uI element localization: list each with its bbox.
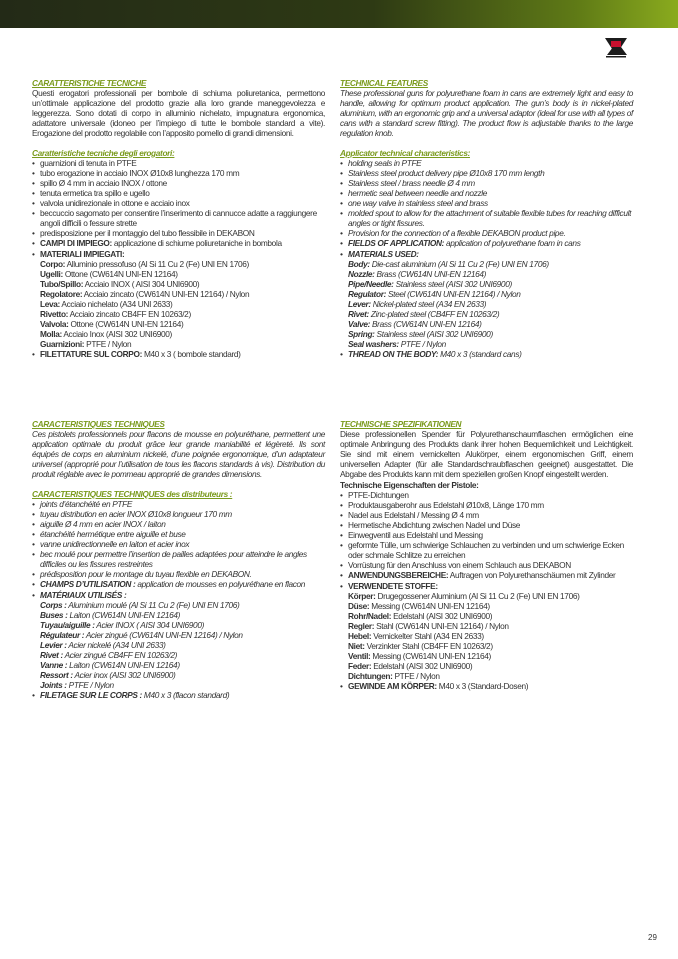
material-value: Acier inox (AISI 302 UNI6900) <box>72 670 176 681</box>
list-item: • geformte Tülle, um schwierige Schlauchen zu verbinden und um schwierige Ecken oder schmale Schlitze zu erreichen <box>340 540 633 560</box>
material-row <box>32 670 325 680</box>
material-value: PTFE / Nylon <box>392 671 440 682</box>
material-key: Molla: <box>40 329 62 340</box>
material-row <box>340 319 633 329</box>
material-row <box>32 309 325 319</box>
list-item: • prédisposition pour le montage du tuyau flexible en DEKABON. <box>32 569 325 579</box>
list-item: • guarnizioni di tenuta in PTFE <box>32 158 325 168</box>
fields-text: application de mousses en polyuréthane en flacon <box>135 579 306 590</box>
material-key: Pipe/Needle: <box>348 278 394 289</box>
material-key: Régulateur : <box>40 629 85 640</box>
material-value: PTFE / Nylon <box>398 339 446 350</box>
list-item: • hermetic seal between needle and nozzle <box>340 188 633 198</box>
list-item: • spillo Ø 4 mm in acciaio INOX / ottone <box>32 178 325 188</box>
material-key: Seal washers: <box>348 339 399 350</box>
material-key: Dichtungen: <box>348 671 393 682</box>
material-value: Nickel-plated steel (A34 EN 2633) <box>370 298 487 309</box>
material-row <box>32 610 325 620</box>
section-title: TECHNICAL FEATURES <box>340 78 428 88</box>
material-key: Düse: <box>348 600 370 611</box>
material-key: Ressort : <box>40 670 73 681</box>
fields-text: application of polyurethane foam in cans <box>444 238 581 249</box>
material-key: Ugelli: <box>40 268 63 279</box>
list-item <box>340 349 633 359</box>
material-key: Guarnizioni: <box>40 339 85 350</box>
list-item: • molded spout to allow for the attachment of suitable flexible tubes for reaching difficult angles or tight fissures. <box>340 208 633 228</box>
material-row <box>340 289 633 299</box>
list-item: • valvola unidirezionale in ottone e acciaio inox <box>32 198 325 208</box>
material-key: Buses : <box>40 609 68 620</box>
material-key: Corps : <box>40 599 67 610</box>
material-key: Joints : <box>40 680 67 691</box>
material-value: Acciaio zincato CB4FF EN 10263/2) <box>68 309 191 320</box>
intro-text: Questi erogatori professionali per bombole di schiuma poliuretanica, permettono un’ottimale applicazione del prodotto grazie alla loro grande maneggevolezza e leggerezza. Sono dotati di corpo in alluminio nichelato, impugnatura ergonomica, adattatore universale (idoneo per l’impiego di tutte le bombole standard a vite). Erogazione del prodotto regolabile con l’apposito pomello di grandi dimensioni. <box>32 88 325 139</box>
material-row <box>32 600 325 610</box>
material-row <box>340 661 633 671</box>
page-number: 29 <box>648 933 657 942</box>
material-row <box>340 651 633 661</box>
list-item: • étanchéité hermétique entre aiguille et buse <box>32 529 325 539</box>
material-value: Laiton (CW614N UNI-EN 12164) <box>67 660 180 671</box>
list-item: • tenuta ermetica tra spillo e ugello <box>32 188 325 198</box>
thread-text: M40 x 3 ( bombole standard) <box>142 349 241 360</box>
material-value: Steel (CW614N UNI-EN 12164) / Nylon <box>386 288 521 299</box>
material-value: Ottone (CW614N UNI-EN 12164) <box>62 268 178 279</box>
list-item <box>32 249 325 259</box>
material-value: Messing (CW614N UNI-EN 12164) <box>369 600 490 611</box>
material-key: Vanne : <box>40 660 68 671</box>
header-bar <box>0 0 678 28</box>
material-row <box>32 299 325 309</box>
thread-text: M40 x 3 (flacon standard) <box>141 690 230 701</box>
material-row <box>340 621 633 631</box>
material-key: Levier : <box>40 639 67 650</box>
material-key: Rohr/Nadel: <box>348 610 392 621</box>
subsection-title: Technische Eigenschaften der Pistole: <box>340 479 479 490</box>
list-item <box>32 690 325 700</box>
material-key: Körper: <box>348 590 376 601</box>
material-row <box>340 601 633 611</box>
material-row <box>340 259 633 269</box>
subsection-title: Caratteristiche tecniche degli erogatori: <box>32 147 175 158</box>
material-value: Aluminium moulé (Al Si 11 Cu 2 (Fe) UNI EN 1706) <box>66 599 240 610</box>
material-value: Edelstahl (AISI 302 UNI6900) <box>371 661 473 672</box>
material-row <box>32 319 325 329</box>
material-key: Lever: <box>348 298 371 309</box>
material-value: Stainless steel (AISI 302 UNI6900) <box>374 329 493 340</box>
section-title: TECHNISCHE SPEZIFIKATIONEN <box>340 419 462 429</box>
fields-label: ANWENDUNGSBEREICHE: <box>348 570 449 581</box>
material-row <box>32 269 325 279</box>
subsection-title: CARACTERISTIQUES TECHNIQUES des distributeurs : <box>32 488 233 499</box>
list-item <box>340 570 633 580</box>
material-row <box>340 591 633 601</box>
material-value: Messing (CW614N UNI-EN 12164) <box>370 651 491 662</box>
material-key: Ventil: <box>348 651 371 662</box>
list-item <box>32 590 325 600</box>
material-value: Acciaio INOX ( AISI 304 UNI6900) <box>83 278 200 289</box>
material-key: Valvola: <box>40 319 69 330</box>
material-row <box>340 309 633 319</box>
list-item: • aiguille Ø 4 mm en acier INOX / laiton <box>32 519 325 529</box>
material-value: Edelstahl (AISI 302 UNI6900) <box>391 610 493 621</box>
list-item: • Hermetische Abdichtung zwischen Nadel und Düse <box>340 520 633 530</box>
section-english <box>340 78 633 360</box>
list-item <box>32 579 325 589</box>
materials-label: MATERIALI IMPIEGATI: <box>40 248 125 259</box>
list-item: • vanne unidirectionnelle en laiton et acier inox <box>32 539 325 549</box>
list-item: • Vorrüstung für den Anschluss von einem Schlauch aus DEKABON <box>340 560 633 570</box>
material-row <box>340 299 633 309</box>
material-key: Hebel: <box>348 630 372 641</box>
subsection-title: Applicator technical characteristics: <box>340 147 470 158</box>
material-value: Acciaio Inox (AISI 302 UNI6900) <box>61 329 172 340</box>
material-value: Acier INOX ( AISI 304 UNI6900) <box>94 619 205 630</box>
list-item: • tuyau distribution en acier INOX Ø10x8 longueur 170 mm <box>32 509 325 519</box>
thread-label: GEWINDE AM KÖRPER: <box>348 681 437 692</box>
material-key: Rivet : <box>40 650 63 661</box>
materials-label: MATÉRIAUX UTILISÉS : <box>40 589 127 600</box>
thread-label: FILETTATURE SUL CORPO: <box>40 349 142 360</box>
material-key: Feder: <box>348 661 372 672</box>
material-row <box>32 279 325 289</box>
material-key: Leva: <box>40 298 60 309</box>
material-key: Regulator: <box>348 288 386 299</box>
intro-text: Diese professionellen Spender für Polyurethanschaumflaschen ermöglichen eine optimale Anbringung des Produkts dank ihrer hohen Bequemlichkeit und Leichtigkeit. Sie sind mit einem vernickelten Alukörper, einem ergonomischen Griff, einem universellen Adapter (für alle Standardschraubflaschen geeignet) ausgestattet. Die Abgabe des Produkts kann mit dem speziellen großen Knopf eingestellt werden. <box>340 429 633 480</box>
material-value: Zinc-plated steel (CB4FF EN 10263/2) <box>368 309 500 320</box>
material-row <box>32 289 325 299</box>
material-row <box>340 279 633 289</box>
thread-text: M40 x 3 (standard cans) <box>438 349 522 360</box>
list-item <box>340 249 633 259</box>
material-key: Rivet: <box>348 309 369 320</box>
thread-text: M40 x 3 (Standard-Dosen) <box>436 681 529 692</box>
material-key: Tubo/Spillo: <box>40 278 84 289</box>
fields-text: Auftragen von Polyurethanschäumen mit Zylinder <box>448 570 616 581</box>
material-value: Vernickelter Stahl (A34 EN 2633) <box>371 630 484 641</box>
list-item: • Provision for the connection of a flexible DEKABON product pipe. <box>340 228 633 238</box>
material-key: Regolatore: <box>40 288 83 299</box>
material-key: Niet: <box>348 641 365 652</box>
material-row <box>32 640 325 650</box>
material-row <box>340 611 633 621</box>
feature-list <box>340 490 633 692</box>
fields-label: CHAMPS D’UTILISATION : <box>40 579 136 590</box>
section-italian <box>32 78 325 360</box>
material-key: Rivetto: <box>40 309 69 320</box>
material-row <box>32 630 325 640</box>
material-row <box>340 671 633 681</box>
material-row <box>32 329 325 339</box>
list-item: • Produktausgaberohr aus Edelstahl Ø10x8, Länge 170 mm <box>340 500 633 510</box>
material-value: Stainless steel (AISI 302 UNI6900) <box>393 278 512 289</box>
material-key: Body: <box>348 258 370 269</box>
list-item: • bec moulé pour permettre l’insertion de pailles adaptées pour atteindre le angles difficiles ou les fissures restreintes <box>32 549 325 569</box>
section-title: CARATTERISTICHE TECNICHE <box>32 78 147 88</box>
material-value: Acier zingué CB4FF EN 10263/2) <box>62 650 178 661</box>
fields-text: applicazione di schiume poliuretaniche in bombola <box>111 238 282 249</box>
material-key: Tuyau/aiguille : <box>40 619 95 630</box>
material-value: Alluminio pressofuso (Al Si 11 Cu 2 (Fe) UNI EN 1706) <box>65 258 249 269</box>
material-key: Valve: <box>348 319 371 330</box>
intro-text: These professional guns for polyurethane foam in cans are extremely light and easy to handle, allowing for optimum product application. The gun’s body is in nickel-plated aluminium, with an ergonomic grip and a universal adaptor (ideal for use with all types of cans with a standard screw fitting). The product flow is adjustable thanks to the large regulation knob. <box>340 88 633 139</box>
material-key: Spring: <box>348 329 375 340</box>
material-key: Nozzle: <box>348 268 375 279</box>
list-item: • beccuccio sagomato per consentire l’inserimento di cannucce adatte a raggiungere angoli difficili o fessure strette <box>32 208 325 228</box>
material-value: Die-cast aluminium (Al Si 11 Cu 2 (Fe) UNI EN 1706) <box>369 258 549 269</box>
fields-label: FIELDS OF APPLICATION: <box>348 238 445 249</box>
material-row <box>340 631 633 641</box>
material-row <box>340 269 633 279</box>
list-item <box>32 238 325 248</box>
material-value: Acciaio zincato (CW614N UNI-EN 12164) / Nylon <box>82 288 250 299</box>
material-key: Regler: <box>348 620 375 631</box>
material-value: Ottone (CW614N UNI-EN 12164) <box>68 319 184 330</box>
list-item <box>340 681 633 691</box>
material-value: PTFE / Nylon <box>66 680 114 691</box>
material-row <box>340 641 633 651</box>
material-value: Acier nickelé (A34 UNI 2633) <box>66 639 166 650</box>
material-value: Stahl (CW614N UNI-EN 12164) / Nylon <box>374 620 509 631</box>
list-item: • predisposizione per il montaggio del tubo flessibile in DEKABON <box>32 228 325 238</box>
feature-list <box>32 499 325 701</box>
material-value: Brass (CW614N UNI-EN 12164) <box>370 319 482 330</box>
section-french <box>32 419 325 701</box>
list-item: • PTFE-Dichtungen <box>340 490 633 500</box>
material-key: Corpo: <box>40 258 66 269</box>
material-row <box>340 329 633 339</box>
material-row <box>32 339 325 349</box>
thread-label: FILETAGE SUR LE CORPS : <box>40 690 142 701</box>
thread-label: THREAD ON THE BODY: <box>348 349 439 360</box>
list-item: • joints d’étanchéité en PTFE <box>32 499 325 509</box>
brand-logo <box>603 33 629 59</box>
material-value: Acciaio nichelato (A34 UNI 2633) <box>59 298 173 309</box>
material-row <box>32 620 325 630</box>
list-item <box>32 349 325 359</box>
list-item <box>340 581 633 591</box>
material-value: Verzinkter Stahl (CB4FF EN 10263/2) <box>364 641 493 652</box>
list-item: • Nadel aus Edelstahl / Messing Ø 4 mm <box>340 510 633 520</box>
list-item: • tubo erogazione in acciaio INOX Ø10x8 lunghezza 170 mm <box>32 168 325 178</box>
materials-label: VERWENDETE STOFFE: <box>348 580 438 591</box>
material-value: Laiton (CW614N UNI-EN 12164) <box>67 609 181 620</box>
list-item: • Stainless steel product delivery pipe Ø10x8 170 mm length <box>340 168 633 178</box>
material-row <box>32 259 325 269</box>
list-item: • holding seals in PTFE <box>340 158 633 168</box>
section-german <box>340 419 633 692</box>
list-item: • Stainless steel / brass needle Ø 4 mm <box>340 178 633 188</box>
material-value: PTFE / Nylon <box>84 339 132 350</box>
feature-list <box>32 158 325 360</box>
fields-label: CAMPI DI IMPIEGO: <box>40 238 112 249</box>
material-value: Drugegossener Aluminium (Al Si 11 Cu 2 (Fe) UNI EN 1706) <box>375 590 580 601</box>
list-item: • one way valve in stainless steel and brass <box>340 198 633 208</box>
list-item: • Einwegventil aus Edelstahl und Messing <box>340 530 633 540</box>
material-row <box>32 660 325 670</box>
material-row <box>32 680 325 690</box>
list-item <box>340 238 633 248</box>
materials-label: MATERIALS USED: <box>348 248 419 259</box>
material-row <box>32 650 325 660</box>
feature-list <box>340 158 633 360</box>
section-title: CARACTERISTIQUES TECHNIQUES <box>32 419 165 429</box>
intro-text: Ces pistolets professionnels pour flacons de mousse en polyuréthane, permettent une application optimale du produit grâce leur grande maniabilité et légèreté. Ils sont équipés de corps en aluminium nickelé, d’une poignée ergonomique, d’un adaptateur universel (approprié pour l’utilisation de tous les flacons standards à vis). Distribution du produit réglable avec le pommeau approprié de grandes dimensions. <box>32 429 325 480</box>
material-value: Brass (CW614N UNI-EN 12164) <box>374 268 487 279</box>
material-value: Acier zingué (CW614N UNI-EN 12164) / Nylon <box>84 629 243 640</box>
material-row <box>340 339 633 349</box>
